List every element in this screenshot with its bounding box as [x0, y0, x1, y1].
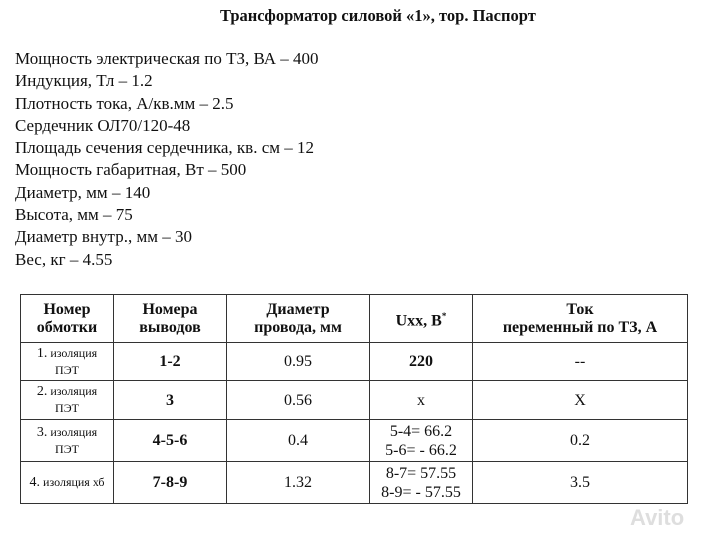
- current-cell: 0.2: [473, 420, 688, 462]
- winding-cell: 3. изоляция ПЭТ: [21, 420, 114, 462]
- diameter-cell: 1.32: [227, 462, 370, 504]
- avito-watermark: Avito: [630, 505, 685, 530]
- param-line: Вес, кг – 4.55: [15, 249, 113, 269]
- document-title: Трансформатор силовой «1», тор. Паспорт: [220, 6, 536, 25]
- param-line: Высота, мм – 75: [15, 205, 133, 225]
- winding-cell: 1. изоляция ПЭТ: [21, 343, 114, 381]
- leads-cell: 7-8-9: [114, 462, 227, 504]
- param-line: Площадь сечения сердечника, кв. см – 12: [15, 138, 315, 158]
- param-line: Индукция, Тл – 1.2: [15, 71, 153, 91]
- header-current: Ток переменный по ТЗ, А: [473, 295, 688, 343]
- winding-cell: 4. изоляция хб: [21, 462, 114, 504]
- diameter-cell: 0.95: [227, 343, 370, 381]
- leads-cell: 1-2: [114, 343, 227, 381]
- diameter-cell: 0.4: [227, 420, 370, 462]
- windings-table: [20, 294, 688, 504]
- table-row: [21, 381, 688, 420]
- diameter-cell: 0.56: [227, 381, 370, 420]
- voltage-cell: 220: [370, 343, 473, 381]
- header-winding: Номер обмотки: [21, 295, 114, 343]
- voltage-cell: x: [370, 381, 473, 420]
- leads-cell: 3: [114, 381, 227, 420]
- table-header-row: [21, 295, 688, 343]
- header-voltage: Uxx, В*: [370, 295, 473, 343]
- current-cell: X: [473, 381, 688, 420]
- header-diameter: Диаметр провода, мм: [227, 295, 370, 343]
- voltage-cell: 5-4= 66.2 5-6= - 66.2: [370, 420, 473, 462]
- param-line: Диаметр внутр., мм – 30: [15, 227, 192, 247]
- winding-cell: 2. изоляция ПЭТ: [21, 381, 114, 420]
- param-line: Сердечник ОЛ70/120-48: [15, 115, 191, 135]
- parameters-list: [15, 48, 319, 271]
- current-cell: --: [473, 343, 688, 381]
- header-leads: Номера выводов: [114, 295, 227, 343]
- table-row: [21, 420, 688, 462]
- param-line: Плотность тока, А/кв.мм – 2.5: [15, 93, 234, 113]
- param-line: Диаметр, мм – 140: [15, 182, 151, 202]
- param-line: Мощность габаритная, Вт – 500: [15, 160, 247, 180]
- table-row: [21, 343, 688, 381]
- table-row: [21, 462, 688, 504]
- voltage-cell: 8-7= 57.55 8-9= - 57.55: [370, 462, 473, 504]
- param-line: Мощность электрическая по ТЗ, ВА – 400: [15, 49, 319, 68]
- current-cell: 3.5: [473, 462, 688, 504]
- leads-cell: 4-5-6: [114, 420, 227, 462]
